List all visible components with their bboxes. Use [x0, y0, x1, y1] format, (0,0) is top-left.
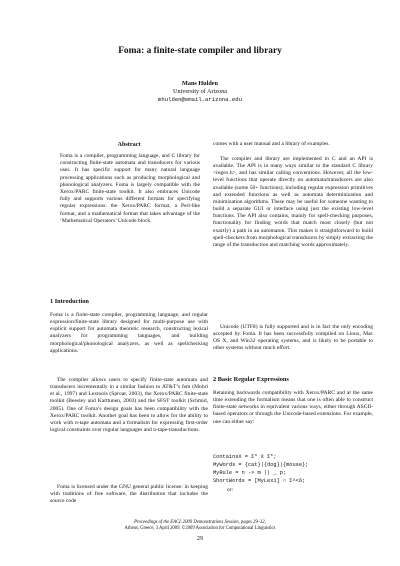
code-line: ContainsX = Σ* X Σ*;: [213, 454, 277, 460]
right-paragraph-2: The compiler and library are implemented in C and an API is available. The API is in many ways similar to the standard C library <regex.h>, and has similar calling conventions. However, all the low-level functions that operate directly on automata/transducers are also available (some 50+ functions), including regular expression primitives and extended functions as well as automata determinization and minimization algorithms. These may be useful for someone wanting to build a separate GUI or interface using just the existing low-level functions. The API also contains, mainly for spell-checking purposes, functionality for finding words that match most closely (but not exactly) a path in an automaton. This makes it straightforward to build spell-checkers from morphological transducers by simply extracting the range of the transduction and matching words approximately.: [213, 156, 373, 248]
right-paragraph-1: comes with a user manual and a library of examples.: [213, 141, 330, 147]
page-number: 29: [196, 535, 204, 542]
or-text: or:: [227, 487, 234, 493]
abstract-text: Foma is a compiler, programming language, and C library for constructing finite-state automata and transducers for various uses. It has specific support for many natural language processing applications such as producing morphological and phonological analyzers. Foma is largely compatible with the Xerox/PARC finite-state toolkit. It also embraces Unicode fully and supports various different formats for specifying regular expressions: the Xerox/PARC format, a Perl-like format, and a mathematical format that takes advantage of the ‘Mathematical Operators’ Unicode block.: [60, 153, 200, 224]
proceedings-footer: [0, 520, 400, 532]
footer-line-1: Proceedings of the EACL 2009 Demonstrations Session, pages 29–32,: [134, 520, 266, 525]
intro-paragraph-1: Foma is a finite-state compiler, programming language, and regular expression/finite-state library designed for multi-purpose use with explicit support for automata theoretic research, constructing lexical analyzers for programming languages, and building morphological/phonological analyzers, as well as spellchecking applications.: [50, 312, 208, 354]
author-affiliation: University of Arizona: [173, 88, 227, 95]
abstract-heading: Abstract: [117, 141, 141, 148]
intro-paragraph-2: The compiler allows users to specify finite-state automata and transducers incrementally in a similar fashion to AT&T’s fsm (Mohri et al., 1997) and Lextools (Sproat, 2003), the Xerox/PARC finite-state toolkit (Beesley and Karttunen, 2003) and the SFST toolkit (Schmid, 2005). One of Foma’s design goals has been compatibility with the Xerox/PARC toolkit. Another goal has been to allow for the ability to work with n-tape automata and a formalism for expressing first-order logical constraints over regular languages and n-tape-transductions.: [50, 377, 208, 434]
code-line: MyRule = n -> m || _ p;: [213, 470, 287, 476]
paper-title: Foma: a finite-state compiler and library: [118, 46, 282, 56]
intro-paragraph-3: Foma is licensed under the GNU general public license: in keeping with traditions of free software, the distribution that includes the source code: [50, 484, 208, 505]
section-2-paragraph: Retaining backwards compatibility with Xerox/PARC and at the same time extending the formalism means that one is often able to construct finite-state networks in equivalent various ways, either through ASCII-based operators or through the Unicode-based extensions. For example, one can either say:: [213, 390, 373, 425]
section-2-heading: 2 Basic Regular Expressions: [213, 376, 289, 383]
author-name: Mans Hulden: [182, 80, 218, 87]
code-line: MyWords = {cat}|{dog}|{mouse};: [213, 462, 309, 468]
footer-line-2: Athens, Greece, 3 April 2009. ©2009 Association for Computational Linguistics: [124, 526, 276, 531]
code-line: ShortWords = [MyLex1] ∩ Σ^<6;: [213, 478, 306, 484]
code-example: [213, 453, 373, 485]
author-email: mhulden@email.arizona.edu: [158, 96, 242, 103]
section-1-heading: 1 Introduction: [50, 298, 89, 305]
right-paragraph-3: Unicode (UTF8) is fully supported and is in fact the only encoding accepted by Foma. It has been successfully compiled on Linux, Mac OS X, and Win32 operating systems, and is likely to be portable to other systems without much effort.: [213, 324, 373, 352]
